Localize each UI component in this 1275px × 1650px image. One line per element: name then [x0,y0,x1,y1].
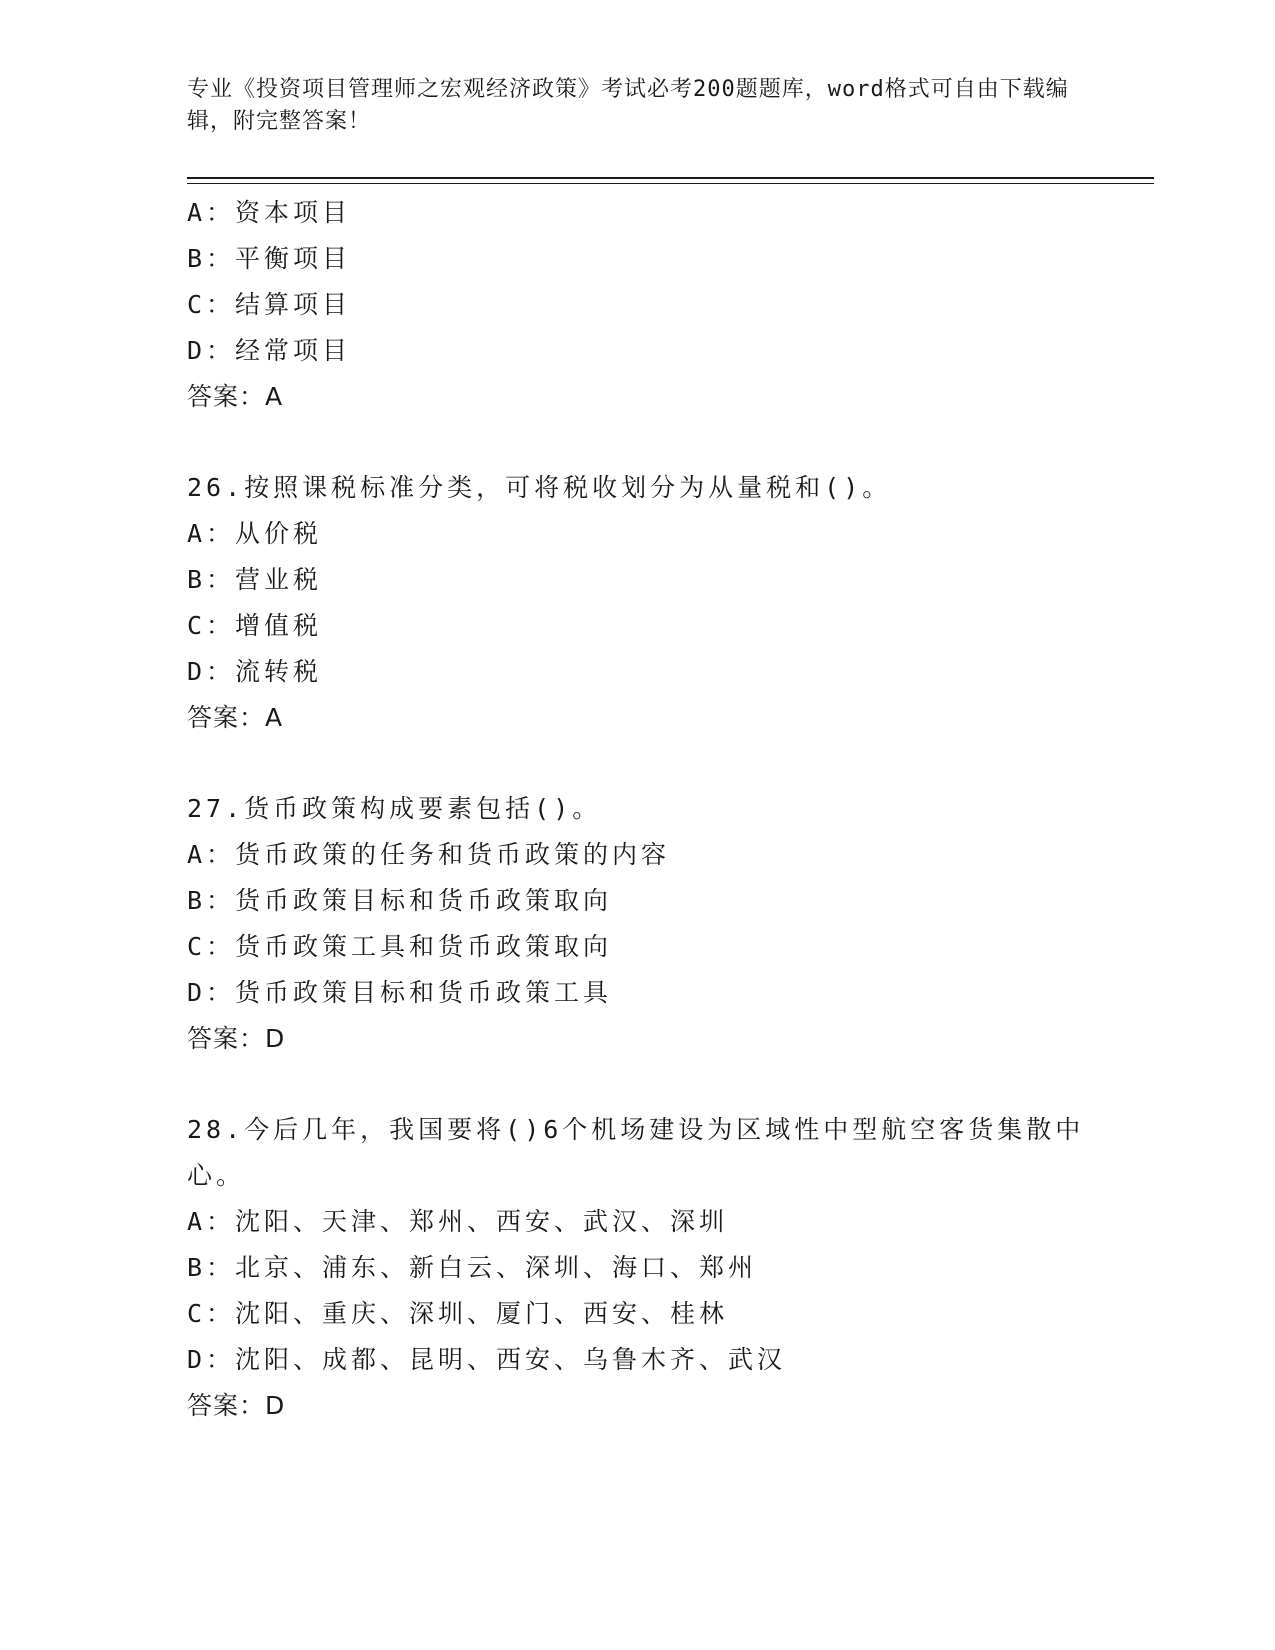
option-c: C：结算项目 [187,290,352,319]
question-title: 26.按照课税标准分类，可将税收划分为从量税和()。 [187,473,892,502]
answer-line: 答案：A [187,382,284,411]
option-a: A：从价税 [187,519,323,548]
option-b: B：营业税 [187,565,323,594]
option-b: B：平衡项目 [187,244,352,273]
question-26 [187,465,1147,741]
answer-line: 答案：D [187,1391,286,1420]
answer-line: 答案：A [187,703,284,732]
question-27 [187,786,1147,1062]
spacer [187,420,1147,465]
document-header: 专业《投资项目管理师之宏观经济政策》考试必考200题题库，word格式可自由下载编辑，附完整答案！ [187,77,1069,134]
question-content [187,190,1147,1429]
option-d: D：流转税 [187,657,323,686]
answer-line: 答案：D [187,1024,286,1053]
question-28 [187,1107,1147,1429]
option-c: C：货币政策工具和货币政策取向 [187,932,613,961]
option-a: A：沈阳、天津、郑州、西安、武汉、深圳 [187,1207,729,1236]
option-d: D：沈阳、成都、昆明、西安、乌鲁木齐、武汉 [187,1345,787,1374]
option-c: C：增值税 [187,611,323,640]
spacer [187,741,1147,786]
option-d: D：经常项目 [187,336,352,365]
spacer [187,1062,1147,1107]
question-title: 27.货币政策构成要素包括()。 [187,794,602,823]
header-divider-thin [187,183,1154,184]
question-25-continuation [187,190,1147,420]
option-b: B：北京、浦东、新白云、深圳、海口、郑州 [187,1253,758,1282]
option-a: A：资本项目 [187,198,352,227]
question-title: 28.今后几年，我国要将()6个机场建设为区域性中型航空客货集散中心。 [187,1115,1085,1190]
option-d: D：货币政策目标和货币政策工具 [187,978,613,1007]
header-divider-thick [187,177,1154,179]
option-a: A：货币政策的任务和货币政策的内容 [187,840,671,869]
option-b: B：货币政策目标和货币政策取向 [187,886,613,915]
option-c: C：沈阳、重庆、深圳、厦门、西安、桂林 [187,1299,729,1328]
